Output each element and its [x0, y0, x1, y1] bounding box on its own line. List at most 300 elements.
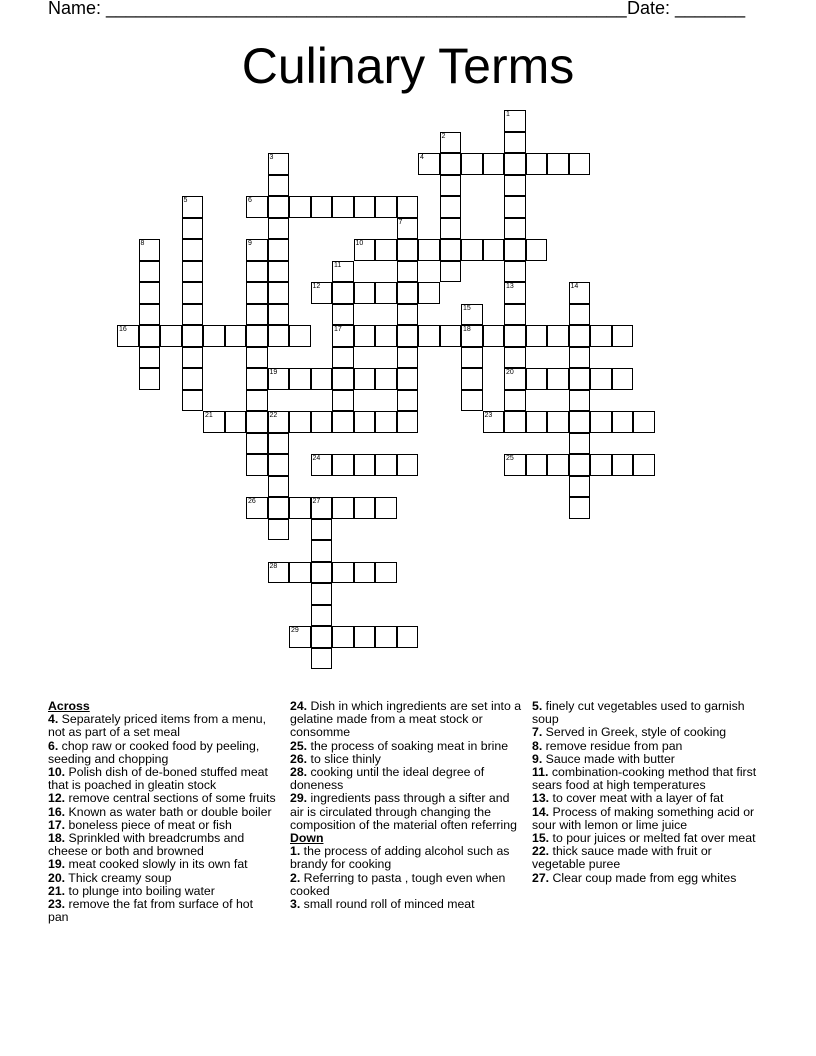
clue-number-label: 24.: [290, 699, 308, 713]
clue-text: remove central sections of some fruits: [65, 791, 276, 806]
clue-number-label: 23.: [48, 897, 66, 912]
grid-cell[interactable]: [461, 239, 483, 261]
grid-cell[interactable]: [246, 347, 268, 369]
clue-number: 27: [312, 498, 321, 505]
grid-cell[interactable]: [569, 390, 591, 412]
grid-cell[interactable]: [461, 304, 483, 326]
clue-text: Dish in which ingredients are set into a gelatine made from a meat stock or consomme: [290, 699, 522, 740]
grid-cell[interactable]: [397, 239, 419, 261]
clue-text: remove the fat from surface of hot pan: [48, 897, 254, 925]
clue-number: 18: [463, 326, 471, 333]
clue-text: Thick creamy soup: [65, 870, 172, 885]
clue: [48, 713, 276, 739]
grid-cell[interactable]: [569, 497, 591, 519]
grid-cell[interactable]: [139, 325, 161, 347]
clue: [48, 740, 276, 766]
grid-cell[interactable]: [526, 454, 548, 476]
clue-number: 7: [398, 218, 403, 226]
grid-cell[interactable]: [246, 261, 268, 283]
grid-cell[interactable]: [354, 562, 376, 584]
clue: [290, 872, 522, 898]
grid-cell[interactable]: [268, 304, 290, 326]
grid-cell[interactable]: [397, 282, 419, 304]
clue-text: Referring to pasta , tough even when cooked: [290, 870, 506, 898]
grid-cell[interactable]: [504, 153, 526, 175]
grid-cell[interactable]: [268, 175, 290, 197]
clue-number: 17: [334, 326, 342, 333]
grid-cell[interactable]: [354, 325, 376, 347]
clue-number: 16: [119, 326, 127, 333]
grid-cell[interactable]: [504, 368, 526, 390]
grid-cell[interactable]: [569, 454, 591, 476]
clue-number-label: 2.: [290, 870, 301, 885]
grid-cell[interactable]: [569, 433, 591, 455]
clue-text: chop raw or cooked food by peeling, seeding and chopping: [48, 738, 260, 766]
clue-number-label: 9.: [532, 751, 543, 766]
clue-number: 11: [334, 261, 342, 269]
grid-cell[interactable]: [182, 325, 204, 347]
grid-cell[interactable]: [203, 411, 225, 433]
clue: [532, 845, 762, 871]
grid-cell[interactable]: [289, 196, 311, 218]
clue-number-label: 25.: [290, 738, 308, 753]
clue: [290, 898, 522, 911]
grid-cell[interactable]: [160, 325, 182, 347]
clue-number: 15: [463, 304, 471, 312]
grid-cell[interactable]: [332, 304, 354, 326]
grid-cell[interactable]: [461, 390, 483, 412]
grid-cell[interactable]: [182, 196, 204, 218]
clue-number: 24: [312, 455, 321, 462]
clue: [532, 766, 762, 792]
grid-cell[interactable]: [354, 626, 376, 648]
clue-text: Served in Greek, style of cooking: [542, 725, 727, 740]
grid-cell[interactable]: [504, 218, 526, 240]
grid-cell[interactable]: [569, 304, 591, 326]
clues-column-1: [48, 700, 276, 924]
clue-text: thick sauce made with fruit or vegetable puree: [532, 844, 712, 872]
grid-cell[interactable]: [504, 239, 526, 261]
grid-cell[interactable]: [203, 325, 225, 347]
clue-number: 5: [183, 197, 188, 204]
grid-cell[interactable]: [311, 454, 333, 476]
grid-cell[interactable]: [332, 626, 354, 648]
clue-number: 14: [570, 283, 579, 290]
grid-cell[interactable]: [569, 476, 591, 498]
clue-number: 10: [355, 240, 364, 247]
grid-cell[interactable]: [289, 626, 311, 648]
clue-number: 8: [140, 240, 145, 247]
grid-cell[interactable]: [461, 347, 483, 369]
grid-cell[interactable]: [397, 390, 419, 412]
grid-cell[interactable]: [590, 325, 612, 347]
grid-cell[interactable]: [440, 218, 462, 240]
clue-number: 2: [441, 132, 446, 140]
grid-cell[interactable]: [289, 368, 311, 390]
clue-number: 4: [420, 154, 424, 161]
puzzle-title: Culinary Terms: [241, 38, 575, 94]
grid-cell[interactable]: [332, 390, 354, 412]
clue-number: 20: [506, 369, 514, 376]
grid-cell[interactable]: [440, 196, 462, 218]
clue-number-label: 18.: [48, 831, 66, 846]
grid-cell[interactable]: [289, 497, 311, 519]
grid-cell[interactable]: [504, 454, 526, 476]
grid-cell[interactable]: [139, 347, 161, 369]
grid-cell[interactable]: [311, 196, 333, 218]
grid-cell[interactable]: [268, 218, 290, 240]
grid-cell[interactable]: [504, 132, 526, 154]
clue-text: to pour juices or melted fat over meat: [549, 831, 756, 846]
grid-cell[interactable]: [612, 411, 634, 433]
clue-text: Clear coup made from egg whites: [549, 870, 737, 885]
grid-cell[interactable]: [139, 282, 161, 304]
grid-cell[interactable]: [397, 304, 419, 326]
clue: [290, 700, 522, 740]
date-field: Date: _______: [627, 0, 746, 18]
grid-cell[interactable]: [354, 196, 376, 218]
grid-cell[interactable]: [483, 239, 505, 261]
grid-cell[interactable]: [504, 175, 526, 197]
grid-cell[interactable]: [354, 497, 376, 519]
grid-cell[interactable]: [311, 519, 333, 541]
grid-cell[interactable]: [246, 454, 268, 476]
grid-cell[interactable]: [268, 562, 290, 584]
grid-cell[interactable]: [440, 175, 462, 197]
grid-cell[interactable]: [569, 325, 591, 347]
clue-number-label: 16.: [48, 804, 66, 819]
grid-cell[interactable]: [246, 325, 268, 347]
grid-cell[interactable]: [397, 347, 419, 369]
grid-cell[interactable]: [332, 562, 354, 584]
clue-number: 23: [484, 412, 493, 419]
grid-cell[interactable]: [526, 153, 548, 175]
grid-cell[interactable]: [483, 153, 505, 175]
clue-number: 21: [205, 412, 213, 419]
grid-cell[interactable]: [332, 454, 354, 476]
clue-text: Separately priced items from a menu, not as part of a set meal: [48, 712, 267, 740]
grid-cell[interactable]: [268, 497, 290, 519]
grid-cell[interactable]: [397, 218, 419, 240]
clue-number: 1: [506, 111, 510, 118]
clue-number-label: 28.: [290, 765, 308, 780]
grid-cell[interactable]: [332, 497, 354, 519]
clue-number-label: 26.: [290, 751, 308, 766]
across-heading: Across: [48, 699, 90, 713]
grid-cell[interactable]: [504, 196, 526, 218]
grid-cell[interactable]: [246, 368, 268, 390]
grid-cell[interactable]: [547, 454, 569, 476]
clue-number-label: 17.: [48, 817, 66, 832]
grid-cell[interactable]: [483, 411, 505, 433]
grid-cell[interactable]: [246, 433, 268, 455]
clue-text: finely cut vegetables used to garnish soup: [532, 699, 745, 727]
clue-text: Sprinkled with breadcrumbs and cheese or both and browned: [48, 831, 245, 859]
grid-cell[interactable]: [375, 282, 397, 304]
grid-cell[interactable]: [268, 239, 290, 261]
clue-text: meat cooked slowly in its own fat: [65, 857, 248, 872]
clue-number: 3: [269, 154, 274, 161]
grid-cell[interactable]: [354, 411, 376, 433]
grid-cell[interactable]: [311, 648, 333, 670]
clue-number-label: 14.: [532, 804, 550, 819]
grid-cell[interactable]: [397, 368, 419, 390]
grid-cell[interactable]: [246, 282, 268, 304]
grid-cell[interactable]: [139, 261, 161, 283]
grid-cell[interactable]: [461, 153, 483, 175]
clue-text: Process of making something acid or sour with lemon or lime juice: [532, 804, 755, 832]
grid-cell[interactable]: [332, 368, 354, 390]
clue: [290, 792, 522, 832]
grid-cell[interactable]: [569, 347, 591, 369]
clue-number: 26: [248, 498, 256, 505]
grid-cell[interactable]: [246, 390, 268, 412]
grid-cell[interactable]: [268, 454, 290, 476]
grid-cell[interactable]: [268, 519, 290, 541]
clue-number-label: 11.: [532, 765, 549, 780]
grid-cell[interactable]: [375, 325, 397, 347]
grid-cell[interactable]: [397, 196, 419, 218]
clue: [48, 766, 276, 792]
grid-cell[interactable]: [375, 368, 397, 390]
grid-cell[interactable]: [547, 368, 569, 390]
clue-text: Sauce made with butter: [542, 751, 675, 766]
clue-text: Known as water bath or double boiler: [65, 804, 272, 819]
grid-cell[interactable]: [397, 325, 419, 347]
clue-number-label: 8.: [532, 738, 543, 753]
clue-text: Polish dish of de-boned stuffed meat that is poached in gleatin stock: [48, 765, 268, 793]
grid-cell[interactable]: [311, 583, 333, 605]
grid-cell[interactable]: [246, 196, 268, 218]
clue-text: cooking until the ideal degree of doneness: [290, 765, 485, 793]
grid-cell[interactable]: [612, 325, 634, 347]
grid-cell[interactable]: [311, 605, 333, 627]
grid-cell[interactable]: [268, 368, 290, 390]
clue-number-label: 6.: [48, 738, 59, 753]
clue: [532, 872, 762, 885]
grid-cell[interactable]: [397, 411, 419, 433]
grid-cell[interactable]: [246, 411, 268, 433]
grid-cell[interactable]: [375, 626, 397, 648]
clue-text: to cover meat with a layer of fat: [549, 791, 724, 806]
grid-cell[interactable]: [268, 476, 290, 498]
grid-cell[interactable]: [354, 239, 376, 261]
grid-cell[interactable]: [440, 153, 462, 175]
grid-cell[interactable]: [268, 196, 290, 218]
grid-cell[interactable]: [526, 411, 548, 433]
grid-cell[interactable]: [397, 261, 419, 283]
grid-cell[interactable]: [504, 390, 526, 412]
grid-cell[interactable]: [375, 454, 397, 476]
grid-cell[interactable]: [569, 282, 591, 304]
grid-cell[interactable]: [332, 196, 354, 218]
grid-cell[interactable]: [182, 304, 204, 326]
grid-cell[interactable]: [332, 261, 354, 283]
grid-cell[interactable]: [590, 454, 612, 476]
grid-cell[interactable]: [418, 239, 440, 261]
clue-text: combination-cooking method that first sears food at high temperatures: [532, 765, 757, 793]
clue-number-label: 5.: [532, 699, 543, 713]
clue-number-label: 20.: [48, 870, 66, 885]
grid-cell[interactable]: [332, 347, 354, 369]
grid-cell[interactable]: [440, 261, 462, 283]
grid-cell[interactable]: [397, 454, 419, 476]
clue-number-label: 27.: [532, 870, 550, 885]
grid-cell[interactable]: [590, 411, 612, 433]
grid-cell[interactable]: [504, 304, 526, 326]
grid-cell[interactable]: [504, 347, 526, 369]
clue-text: the process of soaking meat in brine: [307, 738, 509, 753]
grid-cell[interactable]: [268, 282, 290, 304]
grid-cell[interactable]: [504, 110, 526, 132]
grid-cell[interactable]: [139, 304, 161, 326]
clues-column-2: [290, 700, 522, 911]
grid-cell[interactable]: [182, 347, 204, 369]
clue-number: 28: [269, 562, 278, 570]
grid-cell[interactable]: [461, 368, 483, 390]
grid-cell[interactable]: [569, 368, 591, 390]
grid-cell[interactable]: [612, 454, 634, 476]
grid-cell[interactable]: [139, 239, 161, 261]
grid-cell[interactable]: [182, 261, 204, 283]
clue-number: 29: [291, 627, 299, 634]
grid-cell[interactable]: [440, 239, 462, 261]
grid-cell[interactable]: [440, 325, 462, 347]
grid-cell[interactable]: [311, 282, 333, 304]
grid-cell[interactable]: [311, 411, 333, 433]
grid-cell[interactable]: [504, 261, 526, 283]
clue-number-label: 3.: [290, 897, 301, 912]
grid-cell[interactable]: [289, 562, 311, 584]
clue-number-label: 15.: [532, 831, 550, 846]
grid-cell[interactable]: [289, 325, 311, 347]
clue-number: 6: [248, 197, 252, 204]
grid-cell[interactable]: [526, 368, 548, 390]
clue-text: to slice thinly: [307, 751, 381, 766]
grid-cell[interactable]: [117, 325, 139, 347]
grid-cell[interactable]: [225, 411, 247, 433]
grid-cell[interactable]: [268, 261, 290, 283]
clue-number: 25: [506, 455, 514, 462]
clue: [290, 766, 522, 792]
grid-cell[interactable]: [332, 282, 354, 304]
clue-number-label: 19.: [48, 857, 66, 872]
clue-number-label: 29.: [290, 791, 308, 806]
clue-number: 19: [269, 369, 278, 376]
grid-cell[interactable]: [182, 218, 204, 240]
grid-cell[interactable]: [483, 325, 505, 347]
grid-cell[interactable]: [547, 153, 569, 175]
grid-cell[interactable]: [461, 325, 483, 347]
clue-text: to plunge into boiling water: [65, 883, 215, 898]
clue-text: ingredients pass through a sifter and air is circulated through changing the composition of the material often referring: [290, 791, 517, 832]
grid-cell[interactable]: [375, 411, 397, 433]
grid-cell[interactable]: [526, 325, 548, 347]
name-field: Name: ____________________________________________________: [48, 0, 627, 18]
grid-cell[interactable]: [418, 282, 440, 304]
clue-text: boneless piece of meat or fish: [65, 817, 232, 832]
grid-cell[interactable]: [246, 239, 268, 261]
grid-cell[interactable]: [246, 497, 268, 519]
grid-cell[interactable]: [418, 325, 440, 347]
grid-cell[interactable]: [268, 411, 290, 433]
grid-cell[interactable]: [633, 411, 655, 433]
grid-cell[interactable]: [268, 325, 290, 347]
clue-number-label: 13.: [532, 791, 550, 806]
grid-cell[interactable]: [289, 411, 311, 433]
clue-number-label: 4.: [48, 712, 59, 727]
grid-cell[interactable]: [504, 282, 526, 304]
grid-cell[interactable]: [504, 411, 526, 433]
grid-cell[interactable]: [225, 325, 247, 347]
grid-cell[interactable]: [311, 626, 333, 648]
grid-cell[interactable]: [311, 562, 333, 584]
grid-cell[interactable]: [547, 411, 569, 433]
grid-cell[interactable]: [182, 390, 204, 412]
grid-cell[interactable]: [332, 325, 354, 347]
grid-cell[interactable]: [182, 282, 204, 304]
grid-cell[interactable]: [418, 153, 440, 175]
grid-cell[interactable]: [375, 562, 397, 584]
down-heading: Down: [290, 831, 324, 846]
grid-cell[interactable]: [354, 282, 376, 304]
grid-cell[interactable]: [612, 368, 634, 390]
clue-text: remove residue from pan: [542, 738, 683, 753]
clue: [290, 845, 522, 871]
clue: [48, 832, 276, 858]
grid-cell[interactable]: [526, 239, 548, 261]
clue: [532, 806, 762, 832]
grid-cell[interactable]: [569, 153, 591, 175]
clue: [48, 898, 276, 924]
clue-number-label: 10.: [48, 765, 66, 780]
grid-cell[interactable]: [311, 497, 333, 519]
grid-cell[interactable]: [375, 497, 397, 519]
clue-number: 13: [506, 283, 514, 290]
clue-number-label: 21.: [48, 883, 66, 898]
grid-cell[interactable]: [440, 132, 462, 154]
clue-text: the process of adding alcohol such as brandy for cooking: [290, 844, 510, 872]
grid-cell[interactable]: [590, 368, 612, 390]
grid-cell[interactable]: [182, 239, 204, 261]
clues-column-3: [532, 700, 762, 885]
grid-cell[interactable]: [375, 196, 397, 218]
grid-cell[interactable]: [633, 454, 655, 476]
grid-cell[interactable]: [139, 368, 161, 390]
clue: [532, 700, 762, 726]
grid-cell[interactable]: [268, 153, 290, 175]
grid-cell[interactable]: [547, 325, 569, 347]
grid-cell[interactable]: [311, 540, 333, 562]
grid-cell[interactable]: [354, 368, 376, 390]
grid-cell[interactable]: [311, 368, 333, 390]
clue-number: 9: [248, 240, 252, 247]
clue-number-label: 12.: [48, 791, 66, 806]
grid-cell[interactable]: [397, 626, 419, 648]
grid-cell[interactable]: [268, 433, 290, 455]
grid-cell[interactable]: [332, 411, 354, 433]
clue-number-label: 22.: [532, 844, 550, 859]
grid-cell[interactable]: [504, 325, 526, 347]
clue-number-label: 1.: [290, 844, 301, 859]
clue-text: small round roll of minced meat: [300, 897, 475, 912]
grid-cell[interactable]: [354, 454, 376, 476]
grid-cell[interactable]: [569, 411, 591, 433]
grid-cell[interactable]: [375, 239, 397, 261]
clue-number: 12: [312, 283, 321, 290]
grid-cell[interactable]: [182, 368, 204, 390]
grid-cell[interactable]: [246, 304, 268, 326]
